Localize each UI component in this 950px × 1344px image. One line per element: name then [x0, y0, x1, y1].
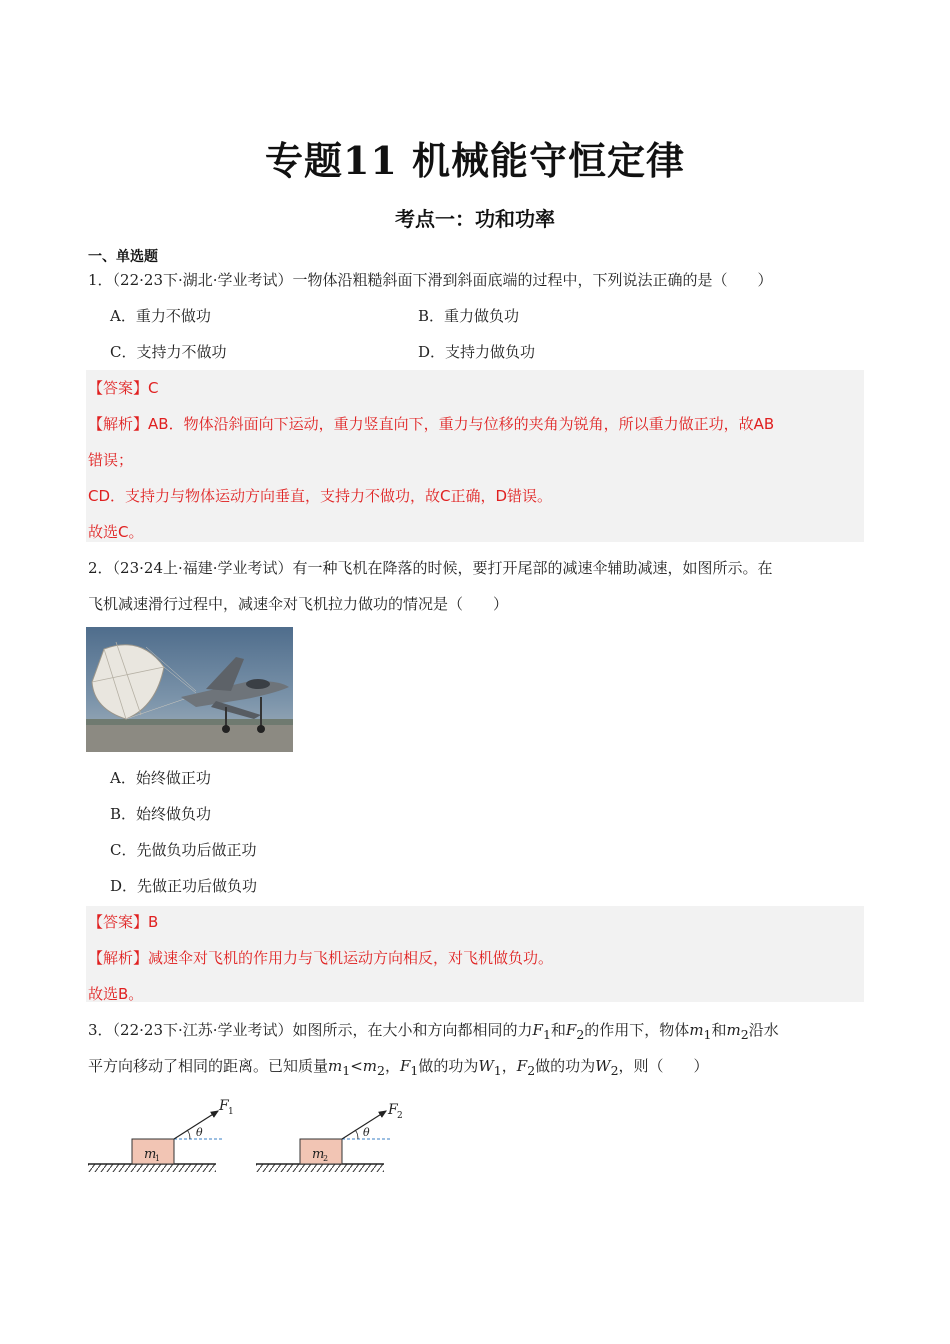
q1-analysis-line3: CD．支持力与物体运动方向垂直，支持力不做功，故C正确，D错误。 [88, 487, 553, 505]
var-m2: m [726, 1021, 741, 1039]
var-W1: W [478, 1057, 494, 1075]
var-m2: m [362, 1057, 378, 1075]
q1-analysis-line1 [88, 413, 774, 434]
q3-text: 做的功为 [418, 1057, 479, 1075]
q3-stem-line1 [88, 1012, 863, 1053]
diagram-system-1 [88, 1098, 234, 1172]
sub: 2 [610, 1063, 619, 1078]
analysis-text: 减速伞对飞机的作用力与飞机运动方向相反，对飞机做负功。 [148, 949, 554, 967]
var-F2: F [565, 1021, 577, 1039]
q3-stem-line2 [88, 1048, 863, 1089]
section-heading: 一、单选题 [88, 249, 158, 265]
label-m1: m [144, 1147, 157, 1162]
q1-option-b: B．重力做负功 [418, 307, 520, 325]
sub: 2 [527, 1063, 536, 1078]
q1-conclusion: 故选C。 [88, 523, 144, 541]
var-F2: F [516, 1057, 528, 1075]
answer-value: B [148, 913, 159, 931]
less-than: < [350, 1057, 363, 1075]
label-F2-sub: 2 [397, 1111, 403, 1121]
label-m2-sub: 2 [323, 1154, 329, 1163]
page-title: 专题11 机械能守恒定律 [264, 138, 686, 183]
q1-answer-box [86, 370, 864, 542]
q2-option-a: A．始终做正功 [110, 769, 211, 787]
var-W2: W [595, 1057, 611, 1075]
q1-answer [88, 377, 159, 398]
analysis-tag: 【解析】 [88, 949, 149, 967]
q3-text: 和 [550, 1021, 566, 1039]
topic-subtitle: 考点一：功和功率 [395, 207, 555, 231]
answer-tag: 【答案】 [88, 379, 149, 397]
var-F1: F [399, 1057, 411, 1075]
q1-option-a: A．重力不做功 [110, 307, 211, 325]
force-diagram [86, 1096, 416, 1181]
angle-theta-2: θ [363, 1126, 370, 1139]
analysis-tag: 【解析】 [88, 415, 149, 433]
q3-text: 和 [711, 1021, 727, 1039]
sub: 1 [493, 1063, 502, 1078]
sub: 1 [410, 1063, 419, 1078]
q1-option-c: C．支持力不做功 [110, 343, 227, 361]
q3-text: 3．（22·23下·江苏·学业考试）如图所示，在大小和方向都相同的力 [88, 1021, 533, 1039]
q3-text: 的作用下，物体 [584, 1021, 690, 1039]
q1-option-d: D．支持力做负功 [418, 343, 536, 361]
label-m2: m [312, 1147, 325, 1162]
sub: 1 [542, 1027, 551, 1042]
q2-option-d: D．先做正功后做负功 [110, 877, 258, 895]
label-F1-sub: 1 [228, 1107, 234, 1117]
q3-text: ， [501, 1057, 517, 1075]
label-m1-sub: 1 [155, 1154, 161, 1163]
angle-theta-1: θ [196, 1126, 203, 1139]
sub: 2 [377, 1063, 385, 1078]
q1-stem: 1．（22·23下·湖北·学业考试）一物体沿粗糙斜面下滑到斜面底端的过程中，下列说法正确的是（ ） [88, 271, 773, 289]
var-m1: m [689, 1021, 704, 1039]
var-m1: m [328, 1057, 343, 1075]
analysis-text: AB．物体沿斜面向下运动，重力竖直向下，重力与位移的夹角为锐角，所以重力做正功，故AB [148, 415, 775, 433]
q2-option-b: B．始终做负功 [110, 805, 212, 823]
sub: 1 [703, 1027, 712, 1042]
label-F2: F [388, 1102, 398, 1118]
label-F1: F [219, 1098, 229, 1114]
q2-answer [88, 911, 158, 932]
var-F1: F [532, 1021, 543, 1039]
q3-text: ，则（ ） [618, 1057, 709, 1075]
q3-text: 平方向移动了相同的距离。已知质量 [88, 1057, 329, 1075]
q2-option-c: C．先做负功后做正功 [110, 841, 257, 859]
diagram-system-2 [256, 1102, 403, 1172]
sub: 2 [576, 1027, 585, 1042]
q2-analysis [88, 947, 553, 968]
q3-text: 做的功为 [535, 1057, 596, 1075]
sub: 2 [740, 1027, 749, 1042]
parachute-jet-photo [86, 627, 293, 752]
answer-tag: 【答案】 [88, 913, 149, 931]
q2-stem-line2: 飞机减速滑行过程中，减速伞对飞机拉力做功的情况是（ ） [88, 595, 509, 613]
q2-stem-line1: 2．（23·24上·福建·学业考试）有一种飞机在降落的时候，要打开尾部的减速伞辅助减速，如图所示。在 [88, 559, 773, 577]
answer-value: C [148, 379, 159, 397]
q3-text: 沿水 [748, 1021, 779, 1039]
sub: 1 [342, 1063, 351, 1078]
q3-text: ， [384, 1057, 400, 1075]
q2-conclusion: 故选B。 [88, 985, 144, 1003]
q1-analysis-line2: 错误； [88, 451, 134, 469]
